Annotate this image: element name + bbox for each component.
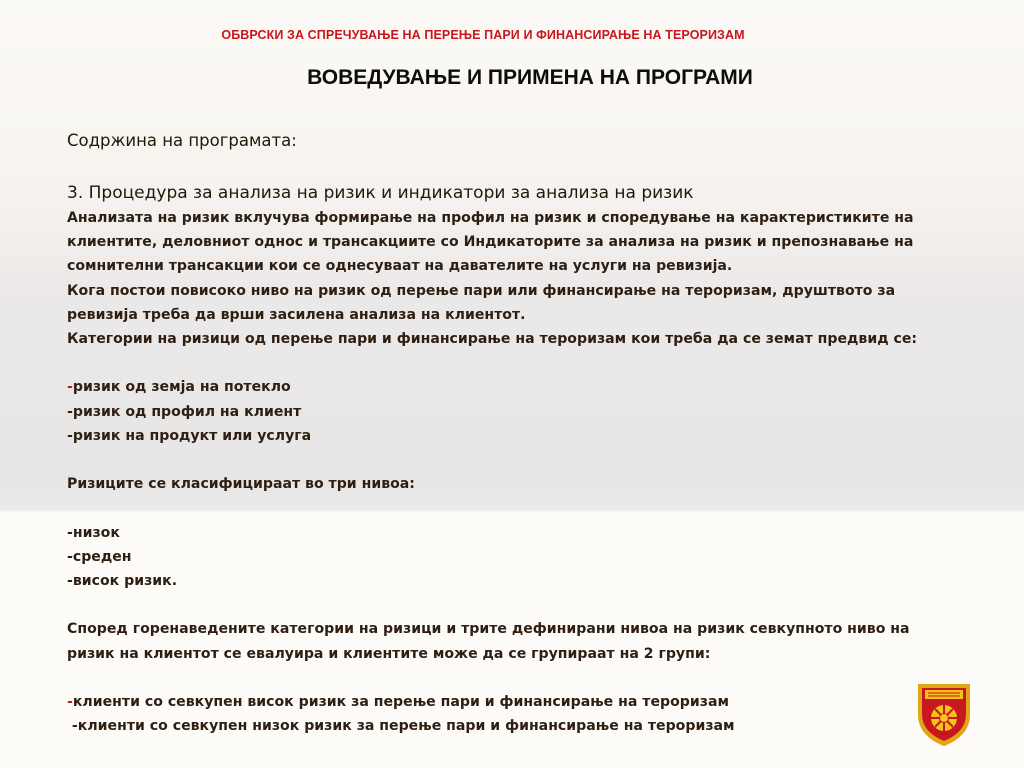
- list-item: [67, 375, 967, 399]
- list-bullet: -: [67, 379, 73, 396]
- text-line: Според горенаведените категории на ризици и трите дефинирани нивоа на ризик севкупното ниво на: [67, 621, 910, 638]
- text-line: ревизија треба да врши засилена анализа на клиентот.: [67, 306, 526, 323]
- list-item: [67, 690, 967, 714]
- paragraph-risk-analysis: [67, 206, 967, 738]
- list-item: -ризик од профил на клиент: [67, 403, 302, 420]
- program-content-heading: Содржина на програмата:: [67, 131, 297, 150]
- section-title: 3. Процедура за анализа на ризик и индикатори за анализа на ризик: [67, 183, 694, 203]
- levels-intro: Ризиците се класифицираат во три нивоа:: [67, 476, 415, 493]
- text-line: Категории на ризици од перење пари и финансирање на тероризам кои треба да се земат предвид се:: [67, 331, 918, 348]
- slide-title: ВОВЕДУВАЊЕ И ПРИМЕНА НА ПРОГРАМИ: [307, 66, 753, 89]
- text-line: клиентите, деловниот однос и трансакциите со Индикаторите за анализа на ризик и препознавање на: [67, 234, 914, 251]
- list-bullet: -: [67, 693, 73, 710]
- list-item: -висок ризик.: [67, 573, 178, 589]
- list-item-text: ризик од земја на потекло: [72, 379, 291, 396]
- header-banner: ОБВРСКИ ЗА СПРЕЧУВАЊЕ НА ПЕРЕЊЕ ПАРИ И ФИНАНСИРАЊЕ НА ТЕРОРИЗАМ: [221, 28, 745, 42]
- text-line: Анализата на ризик вклучува формирање на профил на ризик и споредување на карактеристиките на: [67, 210, 914, 226]
- text-line: ризик на клиентот се евалуира и клиентите може да се групираат на 2 групи:: [67, 645, 711, 662]
- text-line: Кога постои повисоко ниво на ризик од перење пари или финансирање на тероризам, друштвото за: [67, 282, 896, 299]
- list-item-text: клиенти со севкупен висок ризик за перење пари и финансирање на тероризам: [72, 693, 729, 710]
- list-item: -клиенти со севкупен низок ризик за перење пари и финансирање на тероризам: [67, 718, 735, 735]
- list-item: -ризик на продукт или услуга: [67, 427, 312, 444]
- list-item: -среден: [67, 548, 132, 565]
- institute-emblem-icon: [914, 680, 974, 748]
- list-item: -низок: [67, 524, 120, 541]
- text-line: сомнителни трансакции кои се однесуваат на давателите на услуги на ревизија.: [67, 258, 733, 275]
- slide-content: [67, 128, 967, 738]
